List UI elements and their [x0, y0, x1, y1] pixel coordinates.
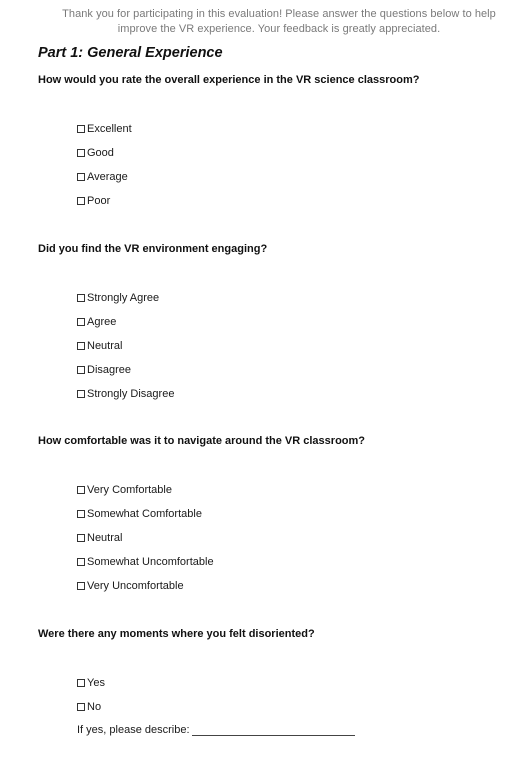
question-2-options — [77, 286, 174, 406]
intro-text: Thank you for participating in this evaluation! Please answer the questions below to help improve the VR experience. Your feedback is greatly appreciated. — [62, 8, 496, 35]
option-poor[interactable] — [77, 189, 132, 213]
checkbox-icon[interactable] — [77, 173, 85, 181]
option-very-comfortable[interactable] — [77, 478, 214, 502]
option-neutral[interactable] — [77, 526, 214, 550]
part-title: Part 1: General Experience — [38, 45, 223, 61]
option-strongly-agree[interactable] — [77, 286, 174, 310]
checkbox-icon[interactable] — [77, 318, 85, 326]
option-label: Neutral — [87, 532, 123, 545]
checkbox-icon[interactable] — [77, 390, 85, 398]
option-somewhat-uncomfortable[interactable] — [77, 550, 214, 574]
option-no[interactable] — [77, 695, 105, 719]
option-yes[interactable] — [77, 671, 105, 695]
question-3-options — [77, 478, 214, 598]
describe-label: If yes, please describe: — [77, 724, 190, 736]
option-label: Somewhat Comfortable — [87, 508, 202, 521]
checkbox-icon[interactable] — [77, 149, 85, 157]
checkbox-icon[interactable] — [77, 582, 85, 590]
option-label: Good — [87, 147, 114, 160]
checkbox-icon[interactable] — [77, 534, 85, 542]
option-strongly-disagree[interactable] — [77, 382, 174, 406]
option-label: Agree — [87, 316, 117, 329]
option-average[interactable] — [77, 165, 132, 189]
question-1: How would you rate the overall experience in the VR science classroom? — [38, 74, 420, 86]
option-disagree[interactable] — [77, 358, 174, 382]
option-label: Excellent — [87, 123, 132, 136]
option-label: Yes — [87, 677, 105, 690]
option-agree[interactable] — [77, 310, 174, 334]
option-label: Neutral — [87, 340, 123, 353]
option-label: Somewhat Uncomfortable — [87, 556, 214, 569]
option-label: Very Uncomfortable — [87, 580, 184, 593]
option-label: No — [87, 701, 102, 714]
option-label: Average — [87, 171, 128, 184]
checkbox-icon[interactable] — [77, 558, 85, 566]
checkbox-icon[interactable] — [77, 486, 85, 494]
checkbox-icon[interactable] — [77, 125, 85, 133]
checkbox-icon[interactable] — [77, 366, 85, 374]
question-2: Did you find the VR environment engaging? — [38, 243, 268, 255]
checkbox-icon[interactable] — [77, 703, 85, 711]
option-excellent[interactable] — [77, 117, 132, 141]
checkbox-icon[interactable] — [77, 294, 85, 302]
checkbox-icon[interactable] — [77, 679, 85, 687]
option-very-uncomfortable[interactable] — [77, 574, 214, 598]
describe-blank-field[interactable] — [192, 723, 355, 736]
question-4: Were there any moments where you felt disoriented? — [38, 628, 315, 640]
option-neutral[interactable] — [77, 334, 174, 358]
checkbox-icon[interactable] — [77, 510, 85, 518]
option-label: Poor — [87, 195, 111, 208]
describe-row — [77, 723, 355, 736]
question-1-options — [77, 117, 132, 213]
option-good[interactable] — [77, 141, 132, 165]
question-4-options — [77, 671, 105, 719]
option-label: Strongly Disagree — [87, 388, 175, 401]
option-label: Very Comfortable — [87, 484, 172, 497]
option-label: Strongly Agree — [87, 292, 160, 305]
question-3: How comfortable was it to navigate around the VR classroom? — [38, 435, 366, 447]
option-somewhat-comfortable[interactable] — [77, 502, 214, 526]
checkbox-icon[interactable] — [77, 342, 85, 350]
checkbox-icon[interactable] — [77, 197, 85, 205]
option-label: Disagree — [87, 364, 132, 377]
